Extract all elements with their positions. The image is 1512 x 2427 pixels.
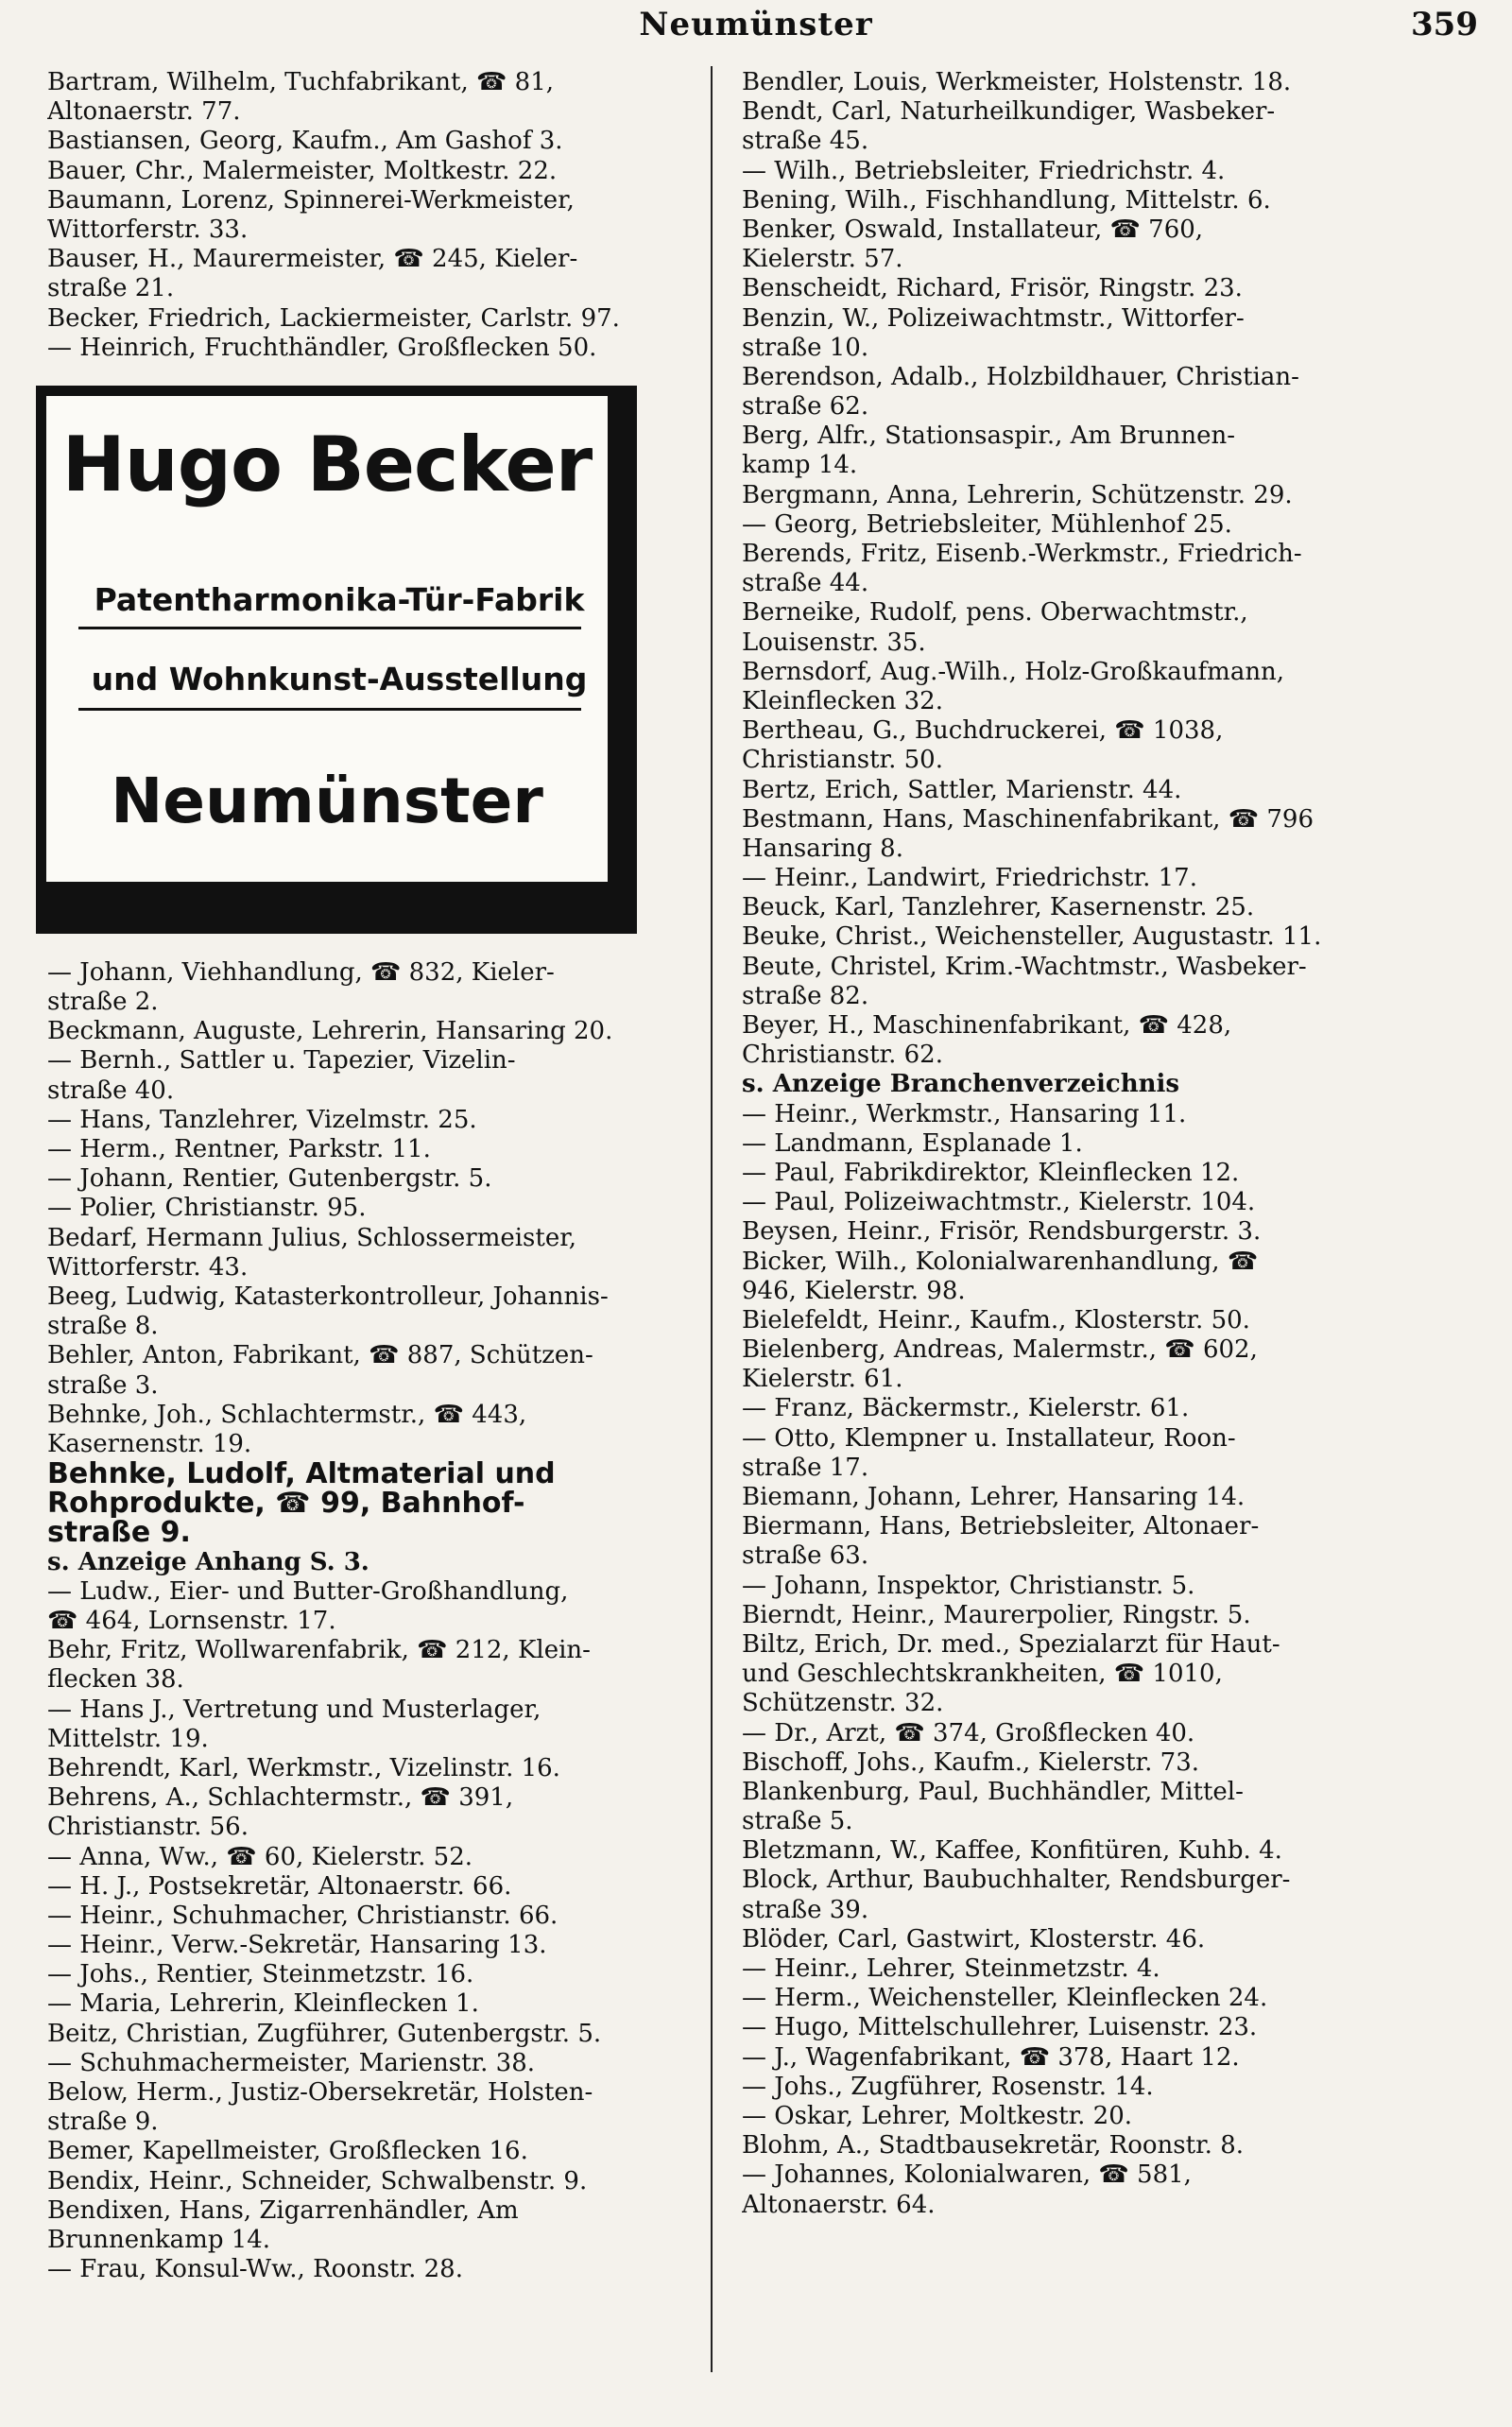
directory-entry-line: — Johann, Viehhandlung, ☎ 832, Kieler- bbox=[47, 957, 555, 987]
directory-entry-line: Berends, Fritz, Eisenb.-Werkmstr., Friedrich- bbox=[742, 540, 1302, 568]
directory-entry-line: Behrendt, Karl, Werkmstr., Vizelinstr. 16. bbox=[47, 1753, 560, 1782]
directory-entry-line: Benzin, W., Polizeiwachtmstr., Wittorfer- bbox=[742, 303, 1245, 333]
directory-entry-line: Altonaerstr. 77. bbox=[47, 97, 241, 127]
directory-entry-line: Berg, Alfr., Stationsaspir., Am Brunnen- bbox=[742, 422, 1235, 451]
directory-entry-line: Behr, Fritz, Wollwarenfabrik, ☎ 212, Klein- bbox=[47, 1636, 591, 1665]
directory-entry-line: Baumann, Lorenz, Spinnerei-Werkmeister, bbox=[47, 185, 575, 215]
directory-entry-line: Beyer, H., Maschinenfabrikant, ☎ 428, bbox=[742, 1011, 1232, 1040]
directory-entry-line: straße 44. bbox=[742, 569, 869, 598]
directory-entry-line: und Geschlechtskrankheiten, ☎ 1010, bbox=[742, 1660, 1223, 1689]
directory-entry-line: Berneike, Rudolf, pens. Oberwachtmstr., bbox=[742, 598, 1248, 628]
advertisement-box bbox=[43, 393, 610, 885]
directory-entry-line: — Herm., Weichensteller, Kleinflecken 24. bbox=[742, 1984, 1268, 2013]
directory-entry-line: — Johs., Zugführer, Rosenstr. 14. bbox=[742, 2072, 1154, 2101]
directory-entry-line: Bendixen, Hans, Zigarrenhändler, Am bbox=[47, 2195, 519, 2225]
directory-entry-line: — Polier, Christianstr. 95. bbox=[47, 1194, 367, 1223]
directory-entry-line: Beitz, Christian, Zugführer, Gutenbergstr. 5. bbox=[47, 2019, 602, 2048]
column-divider bbox=[711, 66, 713, 2372]
directory-entry-line: Blankenburg, Paul, Buchhändler, Mittel- bbox=[742, 1777, 1244, 1806]
directory-entry-line: — Schuhmachermeister, Marienstr. 38. bbox=[47, 2048, 536, 2077]
directory-entry-line: Beuck, Karl, Tanzlehrer, Kasernenstr. 25. bbox=[742, 893, 1255, 922]
directory-entry-line: Bernsdorf, Aug.-Wilh., Holz-Großkaufmann, bbox=[742, 657, 1285, 686]
directory-entry-line: Behnke, Ludolf, Altmaterial und bbox=[47, 1459, 556, 1489]
directory-entry-line: — Johannes, Kolonialwaren, ☎ 581, bbox=[742, 2160, 1192, 2190]
directory-entry-line: — Heinr., Lehrer, Steinmetzstr. 4. bbox=[742, 1954, 1160, 1983]
directory-entry-line: — Wilh., Betriebsleiter, Friedrichstr. 4. bbox=[742, 156, 1226, 185]
directory-entry-line: Schützenstr. 32. bbox=[742, 1689, 944, 1718]
ad-shadow-bar bbox=[36, 885, 637, 934]
directory-entry-line: — Johs., Rentier, Steinmetzstr. 16. bbox=[47, 1960, 474, 1989]
directory-entry-line: Bielenberg, Andreas, Malermstr., ☎ 602, bbox=[742, 1335, 1258, 1365]
directory-entry-line: — Oskar, Lehrer, Moltkestr. 20. bbox=[742, 2101, 1133, 2130]
directory-entry-line: Mittelstr. 19. bbox=[47, 1724, 209, 1753]
right-top-entries bbox=[742, 68, 1403, 1070]
directory-entry-line: — Landmann, Esplanade 1. bbox=[742, 1128, 1083, 1158]
advertisement bbox=[36, 386, 637, 934]
directory-entry-line: Behrens, A., Schlachtermstr., ☎ 391, bbox=[47, 1783, 514, 1813]
directory-entry-line: — Johann, Rentier, Gutenbergstr. 5. bbox=[47, 1164, 492, 1194]
directory-entry-line: — Hugo, Mittelschullehrer, Luisenstr. 23. bbox=[742, 2013, 1258, 2042]
directory-entry-line: — H. J., Postsekretär, Altonaerstr. 66. bbox=[47, 1871, 512, 1901]
directory-entry-line: ☎ 464, Lornsenstr. 17. bbox=[47, 1607, 336, 1635]
left-emph-note bbox=[47, 1548, 696, 1577]
right-column bbox=[742, 68, 1403, 2220]
left-bold-entry bbox=[47, 1459, 696, 1548]
directory-entry-line: Bertz, Erich, Sattler, Marienstr. 44. bbox=[742, 775, 1182, 804]
directory-entry-line: — Otto, Klempner u. Installateur, Roon- bbox=[742, 1423, 1236, 1453]
directory-entry-line: Bielefeldt, Heinr., Kaufm., Klosterstr. 50. bbox=[742, 1305, 1250, 1334]
right-emph-note bbox=[742, 1070, 1403, 1099]
directory-entry-line: Below, Herm., Justiz-Obersekretär, Holsten- bbox=[47, 2078, 593, 2107]
directory-entry-line: — Franz, Bäckermstr., Kielerstr. 61. bbox=[742, 1394, 1190, 1423]
directory-entry-line: Kleinflecken 32. bbox=[742, 686, 943, 715]
directory-entry-line: Bicker, Wilh., Kolonialwarenhandlung, ☎ bbox=[742, 1247, 1259, 1276]
directory-entry-line: straße 17. bbox=[742, 1453, 869, 1482]
directory-entry-line: Bergmann, Anna, Lehrerin, Schützenstr. 29. bbox=[742, 480, 1293, 509]
directory-entry-line: — Hans J., Vertretung und Musterlager, bbox=[47, 1695, 541, 1724]
directory-entry-line: Beuke, Christ., Weichensteller, Augustastr. 11. bbox=[742, 922, 1322, 952]
directory-entry-line: straße 9. bbox=[47, 2108, 159, 2137]
left-column bbox=[47, 68, 696, 2284]
directory-entry-line: — Anna, Ww., ☎ 60, Kielerstr. 52. bbox=[47, 1842, 473, 1871]
directory-entry-line: straße 40. bbox=[47, 1076, 175, 1105]
directory-entry-line: — Heinr., Verw.-Sekretär, Hansaring 13. bbox=[47, 1931, 547, 1960]
directory-entry-line: Christianstr. 50. bbox=[742, 746, 943, 775]
directory-entry-line: Bletzmann, W., Kaffee, Konfitüren, Kuhb. 4. bbox=[742, 1836, 1282, 1866]
directory-entry-line: Biltz, Erich, Dr. med., Spezialarzt für Haut- bbox=[742, 1629, 1280, 1659]
directory-entry-line: — Paul, Polizeiwachtmstr., Kielerstr. 104. bbox=[742, 1188, 1256, 1217]
directory-entry-line: — Paul, Fabrikdirektor, Kleinflecken 12. bbox=[742, 1158, 1240, 1187]
directory-entry-line: — Johann, Inspektor, Christianstr. 5. bbox=[742, 1571, 1195, 1600]
page-title: Neumünster bbox=[639, 6, 873, 43]
directory-entry-line: — J., Wagenfabrikant, ☎ 378, Haart 12. bbox=[742, 2042, 1240, 2072]
directory-entry-line: — Heinr., Werkmstr., Hansaring 11. bbox=[742, 1099, 1187, 1128]
directory-entry-line: Louisenstr. 35. bbox=[742, 628, 926, 657]
directory-entry-line: flecken 38. bbox=[47, 1665, 184, 1695]
directory-entry-line: Bischoff, Johs., Kaufm., Kielerstr. 73. bbox=[742, 1747, 1199, 1777]
directory-entry-line: Blöder, Carl, Gastwirt, Klosterstr. 46. bbox=[742, 1924, 1206, 1954]
directory-entry-line: Benscheidt, Richard, Frisör, Ringstr. 23. bbox=[742, 274, 1243, 303]
directory-entry-line: straße 10. bbox=[742, 333, 869, 362]
left-top-entries bbox=[47, 68, 696, 363]
directory-entry-line: Bierndt, Heinr., Maurerpolier, Ringstr. 5. bbox=[742, 1600, 1251, 1629]
page-number: 359 bbox=[1411, 6, 1478, 43]
directory-entry-line: Bedarf, Hermann Julius, Schlossermeister, bbox=[47, 1223, 577, 1252]
directory-entry-line: — Bernh., Sattler u. Tapezier, Vizelin- bbox=[47, 1046, 516, 1076]
ad-company-name: Hugo Becker bbox=[61, 420, 593, 508]
directory-entry-line: Bendt, Carl, Naturheilkundiger, Wasbeker- bbox=[742, 97, 1276, 127]
left-end-entries bbox=[47, 1577, 696, 2285]
directory-entry-line: Bastiansen, Georg, Kaufm., Am Gashof 3. bbox=[47, 127, 563, 156]
directory-entry-line: Rohprodukte, ☎ 99, Bahnhof- bbox=[47, 1489, 525, 1519]
directory-entry-line: Kasernenstr. 19. bbox=[47, 1429, 252, 1458]
directory-entry-line: — Heinr., Landwirt, Friedrichstr. 17. bbox=[742, 864, 1197, 893]
directory-entry-line: Biemann, Johann, Lehrer, Hansaring 14. bbox=[742, 1483, 1246, 1511]
directory-entry-line: — Heinr., Schuhmacher, Christianstr. 66. bbox=[47, 1901, 558, 1930]
directory-entry-line: straße 63. bbox=[742, 1541, 869, 1571]
directory-entry-line: straße 3. bbox=[47, 1370, 159, 1400]
directory-entry-line: Beysen, Heinr., Frisör, Rendsburgerstr. 3. bbox=[742, 1217, 1262, 1247]
ad-city: Neumünster bbox=[111, 764, 543, 837]
directory-entry-line: — Hans, Tanzlehrer, Vizelmstr. 25. bbox=[47, 1105, 477, 1134]
directory-entry-line: Altonaerstr. 64. bbox=[742, 2190, 936, 2219]
directory-entry-line: — Dr., Arzt, ☎ 374, Großflecken 40. bbox=[742, 1718, 1195, 1747]
directory-entry-line: 946, Kielerstr. 98. bbox=[742, 1276, 966, 1305]
left-bottom-entries bbox=[47, 958, 696, 1459]
directory-entry-line: Wittorferstr. 43. bbox=[47, 1252, 249, 1282]
directory-entry-line: — Herm., Rentner, Parkstr. 11. bbox=[47, 1135, 431, 1163]
directory-entry-line: Bestmann, Hans, Maschinenfabrikant, ☎ 796 bbox=[742, 804, 1314, 834]
directory-entry-line: straße 45. bbox=[742, 127, 869, 156]
directory-entry-line: Bauser, H., Maurermeister, ☎ 245, Kieler- bbox=[47, 245, 578, 274]
directory-entry-line: Beeg, Ludwig, Katasterkontrolleur, Johannis- bbox=[47, 1282, 609, 1311]
directory-entry-line: Bendix, Heinr., Schneider, Schwalbenstr. 9. bbox=[47, 2166, 588, 2195]
directory-entry-line: — Heinrich, Fruchthändler, Großflecken 50. bbox=[47, 333, 597, 362]
directory-entry-line: Behnke, Joh., Schlachtermstr., ☎ 443, bbox=[47, 1400, 527, 1429]
ad-line-2: und Wohnkunst-Ausstellung bbox=[91, 660, 588, 697]
directory-entry-line: Benker, Oswald, Installateur, ☎ 760, bbox=[742, 215, 1204, 244]
directory-entry-line: straße 5. bbox=[742, 1807, 853, 1836]
directory-entry-line: Block, Arthur, Baubuchhalter, Rendsburger- bbox=[742, 1866, 1291, 1895]
directory-entry-line: Bertheau, G., Buchdruckerei, ☎ 1038, bbox=[742, 716, 1224, 746]
right-end-entries bbox=[742, 1100, 1403, 2220]
directory-entry-line: Bemer, Kapellmeister, Großflecken 16. bbox=[47, 2137, 528, 2166]
directory-entry-line: Blohm, A., Stadtbausekretär, Roonstr. 8. bbox=[742, 2131, 1244, 2160]
directory-entry-line: straße 9. bbox=[47, 1518, 191, 1548]
directory-entry-line: Brunnenkamp 14. bbox=[47, 2225, 271, 2254]
directory-entry-line: Becker, Friedrich, Lackiermeister, Carlstr. 97. bbox=[47, 303, 620, 333]
directory-entry-line: Hansaring 8. bbox=[742, 834, 903, 863]
directory-entry-line: Christianstr. 56. bbox=[47, 1813, 249, 1842]
directory-entry-line: Biermann, Hans, Betriebsleiter, Altonaer- bbox=[742, 1512, 1260, 1541]
directory-entry-line: Beute, Christel, Krim.-Wachtmstr., Wasbeker- bbox=[742, 952, 1307, 981]
directory-entry-line: Beckmann, Auguste, Lehrerin, Hansaring 20. bbox=[47, 1017, 613, 1046]
directory-entry-line: straße 39. bbox=[742, 1895, 869, 1924]
directory-entry-line: straße 82. bbox=[742, 981, 869, 1010]
advert-reference: s. Anzeige Branchenverzeichnis bbox=[742, 1070, 1180, 1099]
directory-entry-line: — Maria, Lehrerin, Kleinflecken 1. bbox=[47, 1989, 479, 2019]
directory-entry-line: Bartram, Wilhelm, Tuchfabrikant, ☎ 81, bbox=[47, 68, 555, 96]
directory-entry-line: Christianstr. 62. bbox=[742, 1041, 943, 1070]
directory-entry-line: straße 62. bbox=[742, 392, 869, 422]
directory-entry-line: straße 21. bbox=[47, 274, 175, 303]
directory-entry-line: Bening, Wilh., Fischhandlung, Mittelstr. 6. bbox=[742, 185, 1271, 215]
directory-entry-line: Wittorferstr. 33. bbox=[47, 215, 249, 244]
directory-entry-line: straße 2. bbox=[47, 988, 159, 1017]
directory-entry-line: — Ludw., Eier- und Butter-Großhandlung, bbox=[47, 1576, 569, 1606]
directory-entry-line: Bauer, Chr., Malermeister, Moltkestr. 22. bbox=[47, 156, 558, 185]
directory-entry-line: — Georg, Betriebsleiter, Mühlenhof 25. bbox=[742, 509, 1232, 539]
directory-entry-line: Kielerstr. 57. bbox=[742, 245, 903, 274]
directory-entry-line: Berendson, Adalb., Holzbildhauer, Christian- bbox=[742, 362, 1299, 391]
directory-entry-line: straße 8. bbox=[47, 1312, 159, 1341]
directory-entry-line: Bendler, Louis, Werkmeister, Holstenstr. 18. bbox=[742, 68, 1292, 96]
directory-entry-line: — Frau, Konsul-Ww., Roonstr. 28. bbox=[47, 2255, 463, 2284]
ad-rule-1 bbox=[78, 627, 581, 629]
ad-line-1: Patentharmonika-Tür-Fabrik bbox=[94, 580, 585, 618]
ad-rule-2 bbox=[78, 708, 581, 711]
advert-reference: s. Anzeige Anhang S. 3. bbox=[47, 1547, 369, 1576]
directory-entry-line: kamp 14. bbox=[742, 451, 858, 480]
directory-entry-line: Behler, Anton, Fabrikant, ☎ 887, Schützen- bbox=[47, 1341, 593, 1370]
directory-entry-line: Kielerstr. 61. bbox=[742, 1365, 903, 1394]
